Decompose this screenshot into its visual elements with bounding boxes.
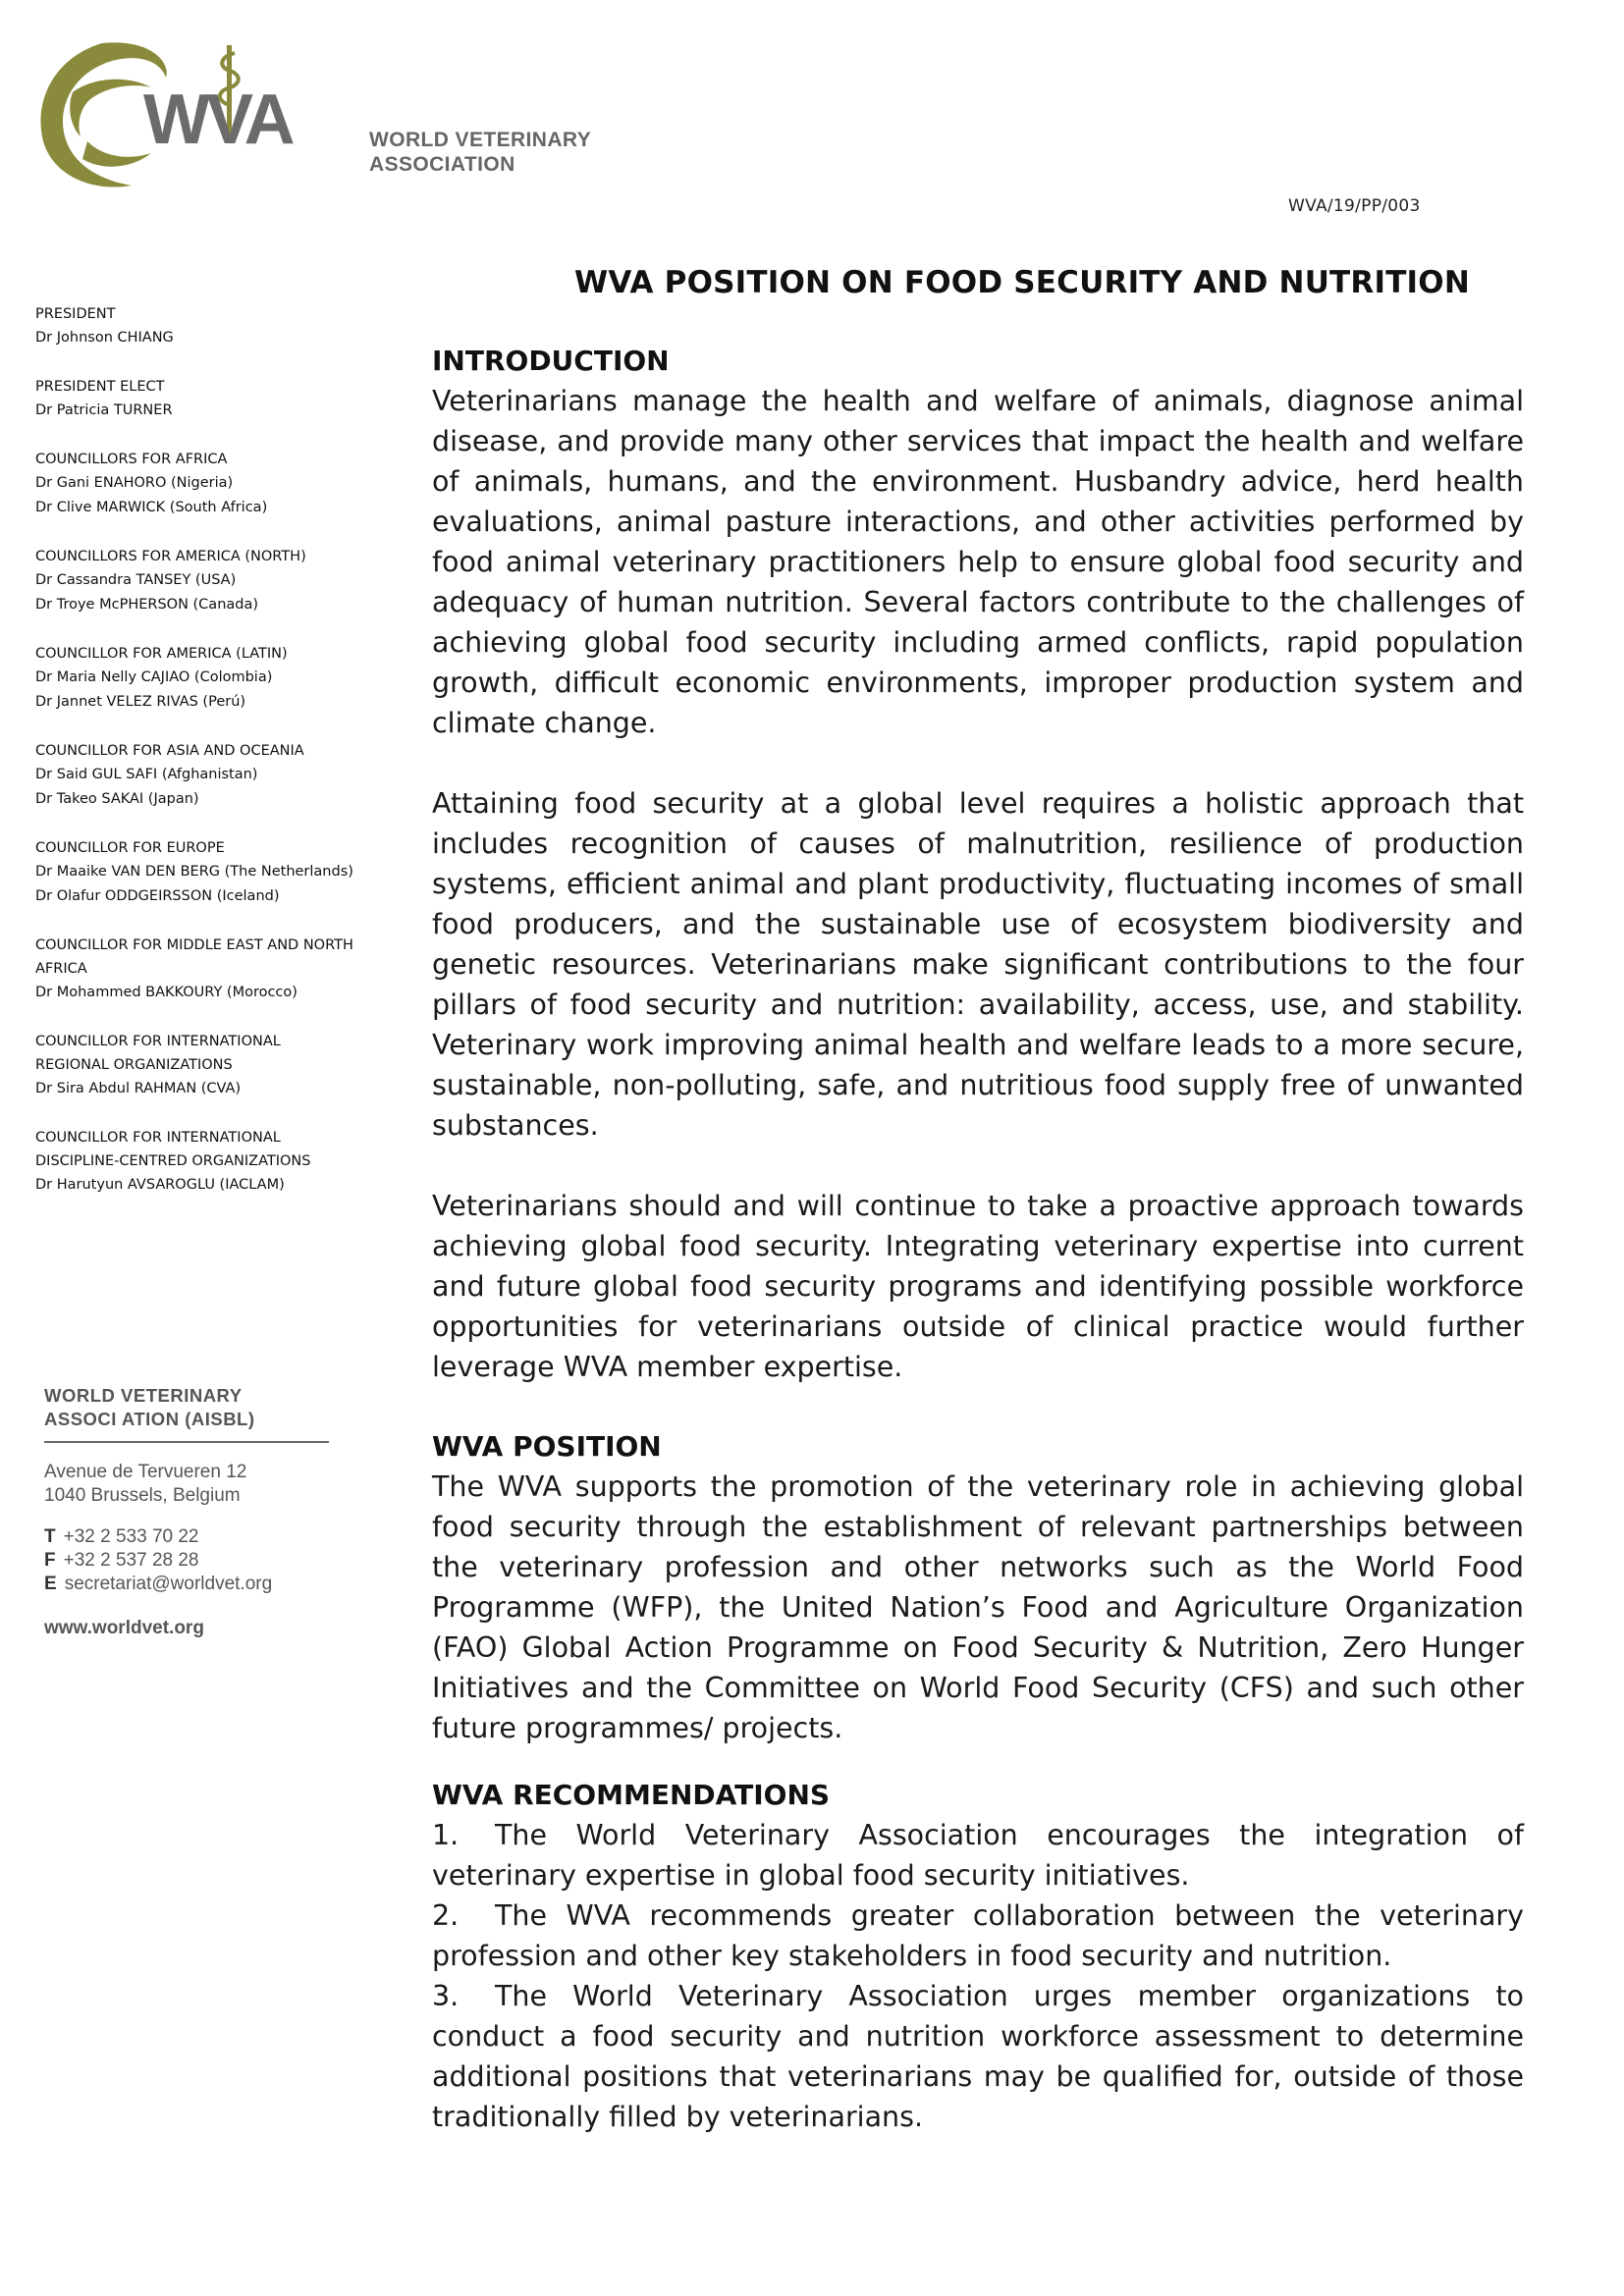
org-name-line2: ASSOCIATION — [369, 153, 515, 176]
email-label: E — [44, 1574, 57, 1594]
address-line2: 1040 Brussels, Belgium — [44, 1485, 241, 1506]
recommendation-item — [432, 1976, 1524, 2137]
council-member-name: Dr Patricia TURNER — [35, 402, 173, 418]
logo-wordmark: WVA — [143, 80, 292, 159]
contact-address — [44, 1461, 339, 1508]
council-group-title: COUNCILLOR FOR INTERNATIONAL REGIONAL ORGANIZATIONS — [35, 1034, 281, 1073]
contact-fax — [44, 1549, 339, 1573]
intro-paragraph-2: Attaining food security at a global level requires a holistic approach that includes recognition of causes of malnutrition, resilience of production systems, efficient animal and plant productivity, fluctuating incomes of small food producers, and the sustainable use of ecosystem biodiversity and genetic resources. Veterinarians make significant contributions to the four pillars of food security and nutrition: availability, access, use, and stability. Veterinary work improving animal health and welfare leads to a more secure, sustainable, non-polluting, safe, and nutritious food supply free of unwanted substances. — [432, 787, 1524, 1142]
position-paragraph: The WVA supports the promotion of the veterinary role in achieving global food security through the establishment of relevant partnerships between the veterinary profession and other networks such as the World Food Programme (WFP), the United Nation’s Food and Agriculture Organization (FAO) Global Action Programme on Food Security & Nutrition, Zero Hunger Initiatives and the Committee on World Food Security (CFS) and such other future programmes/ projects. — [432, 1470, 1524, 1744]
council-member-name: Dr Maria Nelly CAJIAO (Colombia) — [35, 669, 273, 685]
council-group — [29, 739, 353, 812]
intro-paragraph-1: Veterinarians manage the health and welfare of animals, diagnose animal disease, and provide many other services that impact the health and welfare of animals, humans, and the environment. Husbandry advice, herd health evaluations, animal pasture interactions, and other activities performed by food animal veterinary practitioners help to ensure global food security and adequacy of human nutrition. Several factors contribute to the challenges of achieving global food security including armed conflicts, rapid population growth, difficult economic environments, improper production system and climate change. — [432, 385, 1524, 739]
council-member-name: Dr Clive MARWICK (South Africa) — [35, 500, 268, 515]
contact-org-name — [44, 1384, 339, 1431]
tel-value: +32 2 533 70 22 — [63, 1526, 199, 1547]
council-member-name: Dr Johnson CHIANG — [35, 330, 174, 346]
council-member-name: Dr Jannet VELEZ RIVAS (Perú) — [35, 694, 246, 710]
council-member-name: Dr Sira Abdul RAHMAN (CVA) — [35, 1081, 242, 1096]
recommendation-number: 2. — [432, 1899, 460, 1932]
contact-org-line2: ASSOCI ATION (AISBL) — [44, 1409, 255, 1429]
council-member-name: Dr Maaike VAN DEN BERG (The Netherlands) — [35, 864, 353, 880]
contact-block — [44, 1384, 339, 1639]
introduction-heading: INTRODUCTION — [432, 345, 670, 377]
council-member-name: Dr Gani ENAHORO (Nigeria) — [35, 475, 234, 491]
recommendations-heading: WVA RECOMMENDATIONS — [432, 1779, 831, 1811]
org-name-line1: WORLD VETERINARY — [369, 129, 592, 151]
recommendation-text: The World Veterinary Association urges member organizations to conduct a food security and nutrition workforce assessment to determine additional positions that veterinarians may be qualified for, outside of those traditionally filled by veterinarians. — [432, 1980, 1524, 2133]
document-reference: WVA/19/PP/003 — [1288, 196, 1421, 216]
recommendation-item — [432, 1815, 1524, 1896]
council-group — [29, 836, 353, 909]
council-group — [29, 1030, 353, 1101]
council-group — [29, 375, 353, 423]
council-group — [29, 1126, 353, 1198]
council-group — [29, 448, 353, 520]
council-member-name: Dr Troye McPHERSON (Canada) — [35, 597, 259, 613]
intro-paragraph-3: Veterinarians should and will continue to take a proactive approach towards achieving global food security. Integrating veterinary expertise into current and future global food security programs and identifying possible workforce opportunities for veterinarians outside of clinical practice would further leverage WVA member expertise. — [432, 1190, 1524, 1383]
council-member-name: Dr Takeo SAKAI (Japan) — [35, 791, 199, 807]
council-group-title: COUNCILLOR FOR EUROPE — [35, 840, 225, 856]
council-member-name: Dr Said GUL SAFI (Afghanistan) — [35, 767, 258, 782]
document-title: WVA POSITION ON FOOD SECURITY AND NUTRITION — [574, 265, 1470, 300]
council-group-title: COUNCILLORS FOR AFRICA — [35, 452, 228, 467]
recommendation-item — [432, 1896, 1524, 1976]
recommendation-text: The WVA recommends greater collaboration between the veterinary profession and other key stakeholders in food security and nutrition. — [432, 1899, 1524, 1972]
council-group-title: PRESIDENT ELECT — [35, 379, 165, 395]
fax-label: F — [44, 1550, 56, 1571]
council-group-title: COUNCILLOR FOR AMERICA (LATIN) — [35, 646, 288, 662]
council-group-title: COUNCILLORS FOR AMERICA (NORTH) — [35, 549, 306, 564]
recommendation-text: The World Veterinary Association encourages the integration of veterinary expertise in global food security initiatives. — [432, 1819, 1524, 1892]
website-link[interactable]: www.worldvet.org — [44, 1618, 204, 1638]
contact-phones — [44, 1525, 339, 1596]
council-group — [29, 302, 353, 350]
council-member-name: Dr Mohammed BAKKOURY (Morocco) — [35, 985, 298, 1000]
contact-telephone — [44, 1525, 339, 1549]
email-value[interactable]: secretariat@worldvet.org — [64, 1574, 273, 1594]
recommendations-list — [432, 1815, 1524, 2137]
council-group — [29, 642, 353, 715]
council-group-title: COUNCILLOR FOR MIDDLE EAST AND NORTH AFRICA — [35, 937, 353, 977]
tel-label: T — [44, 1526, 56, 1547]
council-group — [29, 545, 353, 617]
council-sidebar — [29, 302, 353, 1222]
council-group-title: COUNCILLOR FOR INTERNATIONAL DISCIPLINE-CENTRED ORGANIZATIONS — [35, 1130, 311, 1169]
address-line1: Avenue de Tervueren 12 — [44, 1462, 247, 1482]
main-content — [432, 265, 1524, 2137]
council-group-title: COUNCILLOR FOR ASIA AND OCEANIA — [35, 743, 304, 759]
council-group-title: PRESIDENT — [35, 306, 116, 322]
council-member-name: Dr Harutyun AVSAROGLU (IACLAM) — [35, 1177, 285, 1193]
position-heading: WVA POSITION — [432, 1430, 662, 1463]
contact-divider — [44, 1441, 329, 1443]
council-group — [29, 934, 353, 1005]
wva-logo-mark — [33, 33, 348, 195]
recommendation-number: 3. — [432, 1980, 460, 2012]
council-member-name: Dr Olafur ODDGEIRSSON (Iceland) — [35, 888, 280, 904]
org-name — [369, 128, 591, 177]
wva-logo — [33, 33, 603, 195]
council-member-name: Dr Cassandra TANSEY (USA) — [35, 572, 237, 588]
recommendation-number: 1. — [432, 1819, 460, 1851]
fax-value: +32 2 537 28 28 — [63, 1550, 199, 1571]
contact-email — [44, 1573, 339, 1596]
contact-org-line1: WORLD VETERINARY — [44, 1385, 243, 1406]
